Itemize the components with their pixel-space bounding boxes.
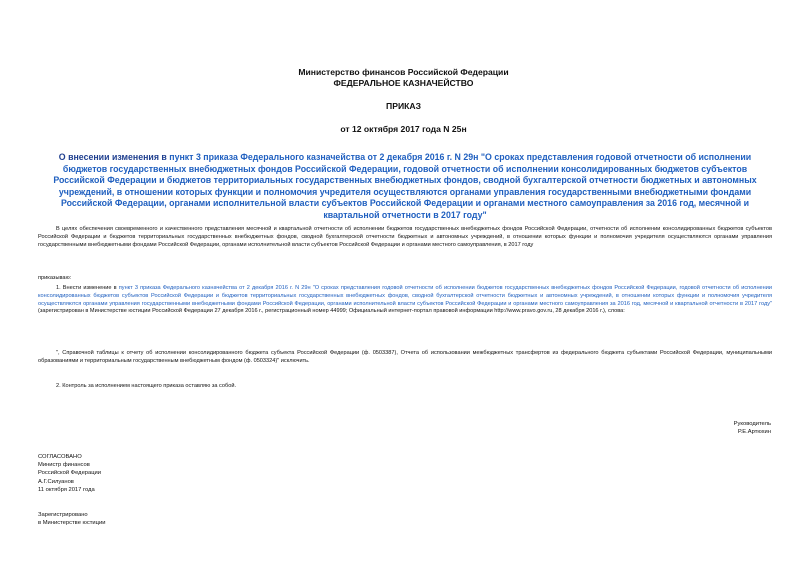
agreed-date: 11 октября 2017 года xyxy=(38,486,95,493)
preamble-paragraph xyxy=(38,226,772,249)
agreed-label: СОГЛАСОВАНО xyxy=(38,454,82,460)
document-date-number: от 12 октября 2017 года N 25н xyxy=(340,124,467,134)
title-link[interactable]: пункт 3 приказа Федерального казначейства от 2 декабря 2016 г. N 29н "О сроках представления годовой отчетности об исполнении бюджетов государственных внебюджетных фондов Российской Федерации, годовой отчетности об исполнении консолидированных бюджетов субъектов Российской Федерации и бюджетов территориальных государственных внебюджетных фондов, сводной бухгалтерской отчетности бюджетных и автономных учреждений, в отношении которых функции и полномочия учредителя осуществляются органами управления государственными внебюджетными фондами Российской Федерации, органами исполнительной власти субъектов Российской Федерации и органами местного самоуправления за 2016 год, месячной и квартальной отчетности в 2017 году" xyxy=(53,152,757,220)
item-2-paragraph xyxy=(38,383,772,391)
signature-block xyxy=(734,420,771,436)
quote-paragraph xyxy=(38,350,772,366)
document-type: ПРИКАЗ xyxy=(386,101,421,111)
treasury-heading: ФЕДЕРАЛЬНОЕ КАЗНАЧЕЙСТВО xyxy=(333,78,474,88)
item-2-text: 2. Контроль за исполнением настоящего приказа оставляю за собой. xyxy=(56,383,237,389)
item-1-paragraph xyxy=(38,285,772,316)
document-title xyxy=(36,152,774,221)
title-prefix: О внесении изменения в xyxy=(58,152,170,162)
registered-line-2: в Министерстве юстиции xyxy=(38,520,106,527)
order-word: приказываю: xyxy=(38,275,72,281)
signature-position: Руководитель xyxy=(733,421,771,427)
quote-text: ", Справочной таблицы к отчету об исполнении консолидированного бюджета субъекта Российской Федерации (ф. 0503387), Отчета об использовании межбюджетных трансфертов из федерального бюджета субъектами Российской Федерации, муниципальными образованиями и территориальным государственным внебюджетным фондом (ф. 0503324)" исключить. xyxy=(38,350,772,364)
registered-block xyxy=(38,511,105,527)
agreed-name: А.Г.Силуанов xyxy=(38,478,74,485)
item-1-link[interactable]: пункт 3 приказа Федерального казначейства от 2 декабря 2016 г. N 29н "О сроках представления годовой отчетности об исполнении бюджетов государственных внебюджетных фондов Российской Федерации, годовой отчетности об исполнении консолидированных бюджетов субъектов Российской Федерации и бюджетов территориальных государственных внебюджетных фондов, сводной бухгалтерской отчетности бюджетных и автономных учреждений, в отношении которых функции и полномочия учредителя осуществляются органами управления государственными внебюджетными фондами Российской Федерации, органами исполнительной власти субъектов Российской Федерации и органами местного самоуправления за 2016 год, месячной и квартальной отчетности в 2017 году" xyxy=(38,285,772,307)
agreed-block xyxy=(38,453,101,494)
ministry-heading: Министерство финансов Российской Федерации xyxy=(298,67,509,77)
signature-name: Р.Е.Артюхин xyxy=(737,429,771,435)
preamble-text: В целях обеспечения своевременного и качественного представления месячной и квартальной отчетности об исполнении бюджетов государственных внебюджетных фондов Российской Федерации, отчетности об исполнении консолидированных бюджетов субъектов Российской Федерации и бюджетов территориальных государственных внебюджетных фондов, сводной бухгалтерской отчетности бюджетных и автономных учреждений, в отношении которых функции и полномочия учредителя осуществляются органами управления государственными внебюджетными фондами Российской Федерации, органами исполнительной власти субъектов Российской Федерации и органами местного самоуправления, в 2017 году xyxy=(38,226,772,248)
registered-line-1: Зарегистрировано xyxy=(38,512,88,518)
agreed-line-2: Российской Федерации xyxy=(38,470,102,477)
item-1-end: (зарегистрирован в Министерстве юстиции Российской Федерации 27 декабря 2016 г., регистрационный номер 44999; Официальный интернет-портал правовой информации http://www.pravo.gov.ru, 28 декабря 2016 г.), слова: xyxy=(38,308,625,315)
item-1-start: 1. Внести изменение в xyxy=(56,285,119,291)
agreed-line-1: Министр финансов xyxy=(38,462,90,469)
